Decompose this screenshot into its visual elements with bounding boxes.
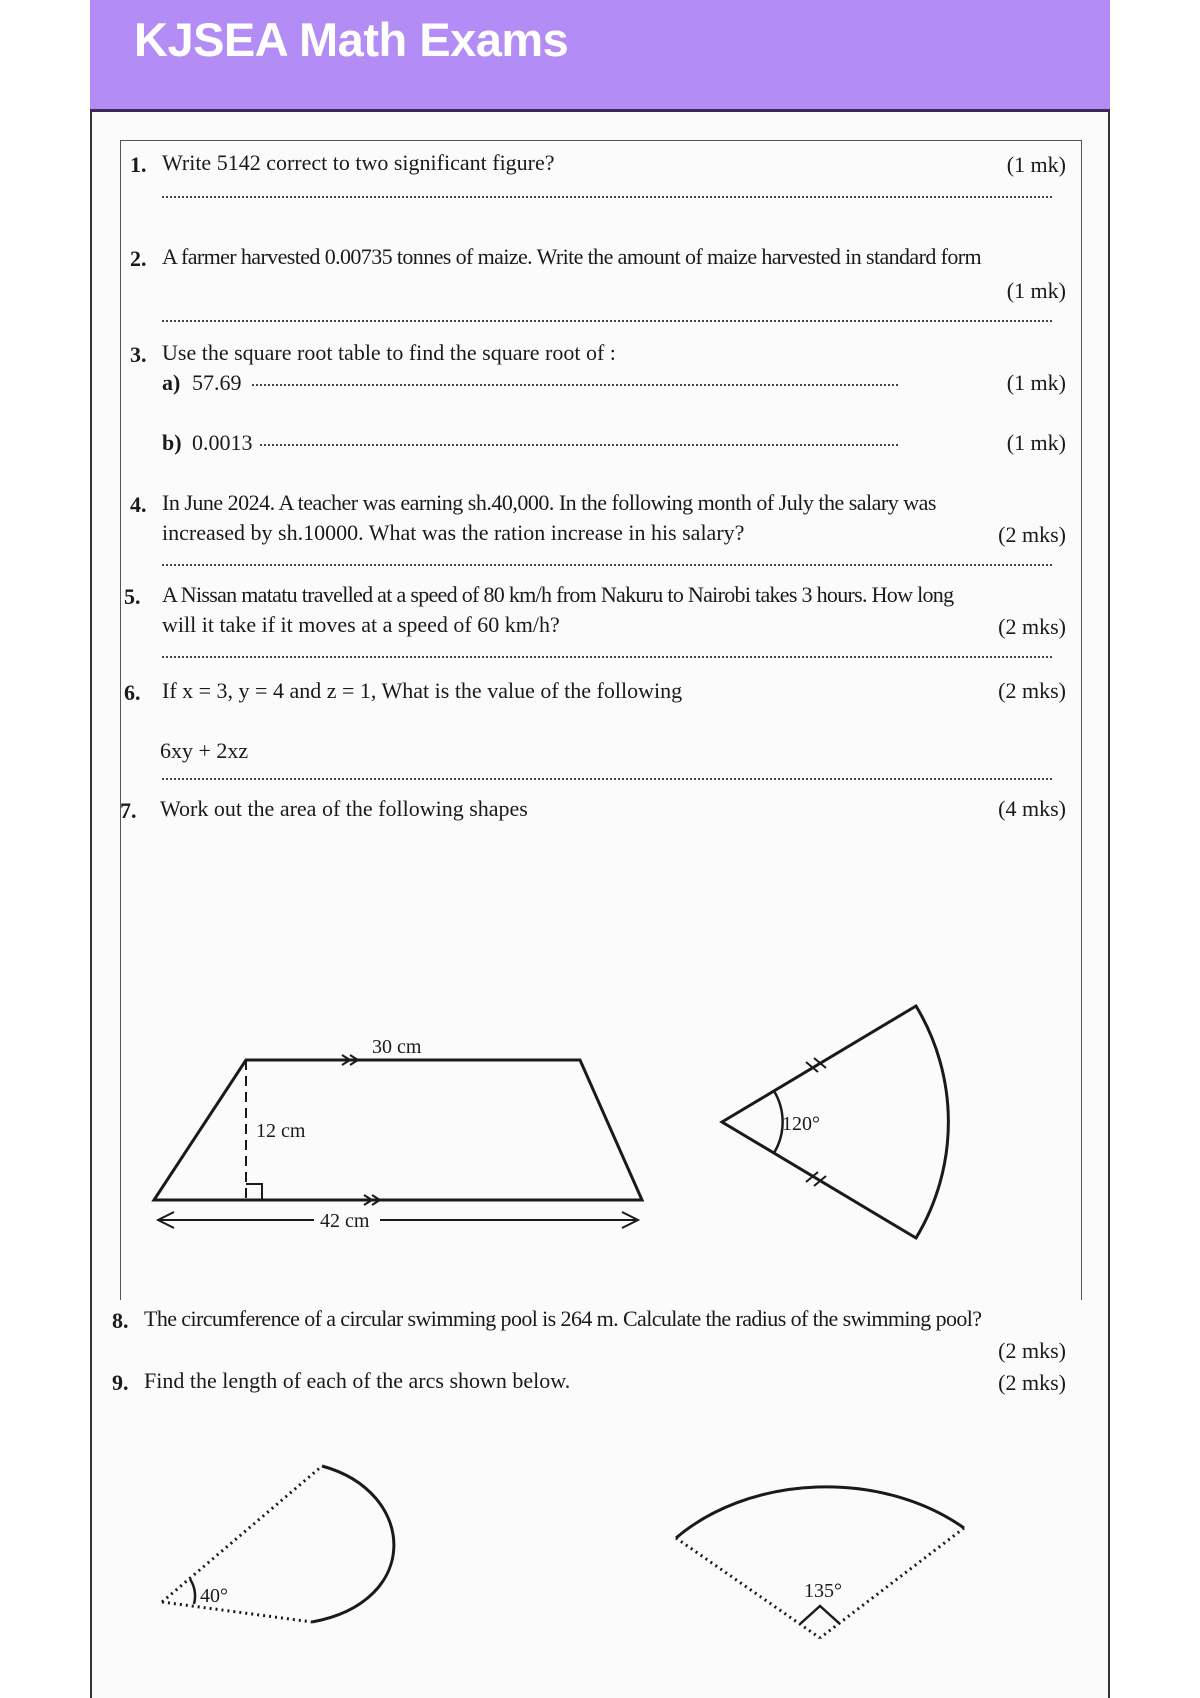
question-number: 4. xyxy=(130,492,147,517)
answer-line xyxy=(162,564,1052,566)
trapezium-figure xyxy=(142,932,662,1252)
answer-line xyxy=(162,320,1052,322)
trapezium-shape xyxy=(154,1060,642,1200)
sector-figure xyxy=(702,882,1052,1262)
question-number: 6. xyxy=(124,680,141,705)
question-number: 5. xyxy=(124,584,141,609)
arc-figure-40 xyxy=(152,1452,472,1652)
arc-line xyxy=(676,1487,964,1538)
angle-label: 120° xyxy=(782,1113,820,1135)
base-length-label: 42 cm xyxy=(320,1210,370,1232)
app-header xyxy=(90,0,1110,112)
question-marks: (1 mk) xyxy=(1006,430,1066,455)
question-number: 3. xyxy=(130,342,147,367)
question-marks: (1 mk) xyxy=(1006,370,1066,395)
top-length-label: 30 cm xyxy=(372,1036,422,1058)
question-text-line-2: will it take if it moves at a speed of 60 km/h? xyxy=(162,612,560,637)
question-marks: (1 mk) xyxy=(1006,278,1066,303)
answer-line xyxy=(162,778,1052,780)
question-text: Write 5142 correct to two significant figure? xyxy=(162,150,555,175)
question-text: Find the length of each of the arcs shown below. xyxy=(144,1368,571,1393)
question-number: 1. xyxy=(130,152,147,177)
angle-mark xyxy=(800,1606,840,1624)
question-text: A farmer harvested 0.00735 tonnes of maize. Write the amount of maize harvested in standard form xyxy=(162,244,981,269)
arc-line xyxy=(312,1466,394,1622)
question-marks: (4 mks) xyxy=(998,796,1066,821)
part-a-label: a) xyxy=(162,370,181,395)
part-a-value: 57.69 xyxy=(192,370,242,395)
question-text: In June 2024. A teacher was earning sh.40,000. In the following month of July the salary was xyxy=(162,490,936,515)
app-title: KJSEA Math Exams xyxy=(134,13,569,66)
arc-figure-135 xyxy=(662,1442,982,1662)
part-b-value: 0.0013 xyxy=(192,430,253,455)
radius-line xyxy=(162,1466,322,1602)
question-number: 9. xyxy=(112,1370,129,1395)
question-marks: (2 mks) xyxy=(998,1370,1066,1395)
angle-arc xyxy=(190,1579,195,1604)
angle-label: 135° xyxy=(804,1580,842,1602)
expression: 6xy + 2xz xyxy=(160,738,249,763)
question-marks: (2 mks) xyxy=(998,1338,1066,1363)
height-label: 12 cm xyxy=(256,1120,306,1142)
question-text: If x = 3, y = 4 and z = 1, What is the value of the following xyxy=(162,678,683,703)
radius-line xyxy=(676,1538,820,1638)
angle-label: 40° xyxy=(200,1585,228,1607)
part-b-label: b) xyxy=(162,430,182,455)
question-text: Work out the area of the following shapes xyxy=(160,796,528,821)
answer-line xyxy=(260,444,898,446)
question-marks: (2 mks) xyxy=(998,614,1066,639)
question-number: 2. xyxy=(130,246,147,271)
question-text: A Nissan matatu travelled at a speed of 80 km/h from Nakuru to Nairobi takes 3 hours. How long xyxy=(162,582,954,607)
question-text: Use the square root table to find the square root of : xyxy=(162,340,616,365)
question-marks: (2 mks) xyxy=(998,678,1066,703)
right-angle-mark xyxy=(246,1184,262,1200)
answer-line xyxy=(252,384,898,386)
radius-line xyxy=(162,1602,312,1622)
question-text: The circumference of a circular swimming pool is 264 m. Calculate the radius of the swimming pool? xyxy=(144,1306,982,1331)
answer-line xyxy=(162,196,1052,198)
sector-shape xyxy=(722,1006,948,1238)
question-number: 7. xyxy=(120,798,137,823)
question-marks: (1 mk) xyxy=(1006,152,1066,177)
question-marks: (2 mks) xyxy=(998,522,1066,547)
answer-line xyxy=(162,656,1052,658)
question-number: 8. xyxy=(112,1308,129,1333)
question-text-line-2: increased by sh.10000. What was the ration increase in his salary? xyxy=(162,520,745,545)
exam-sheet xyxy=(90,112,1110,1698)
